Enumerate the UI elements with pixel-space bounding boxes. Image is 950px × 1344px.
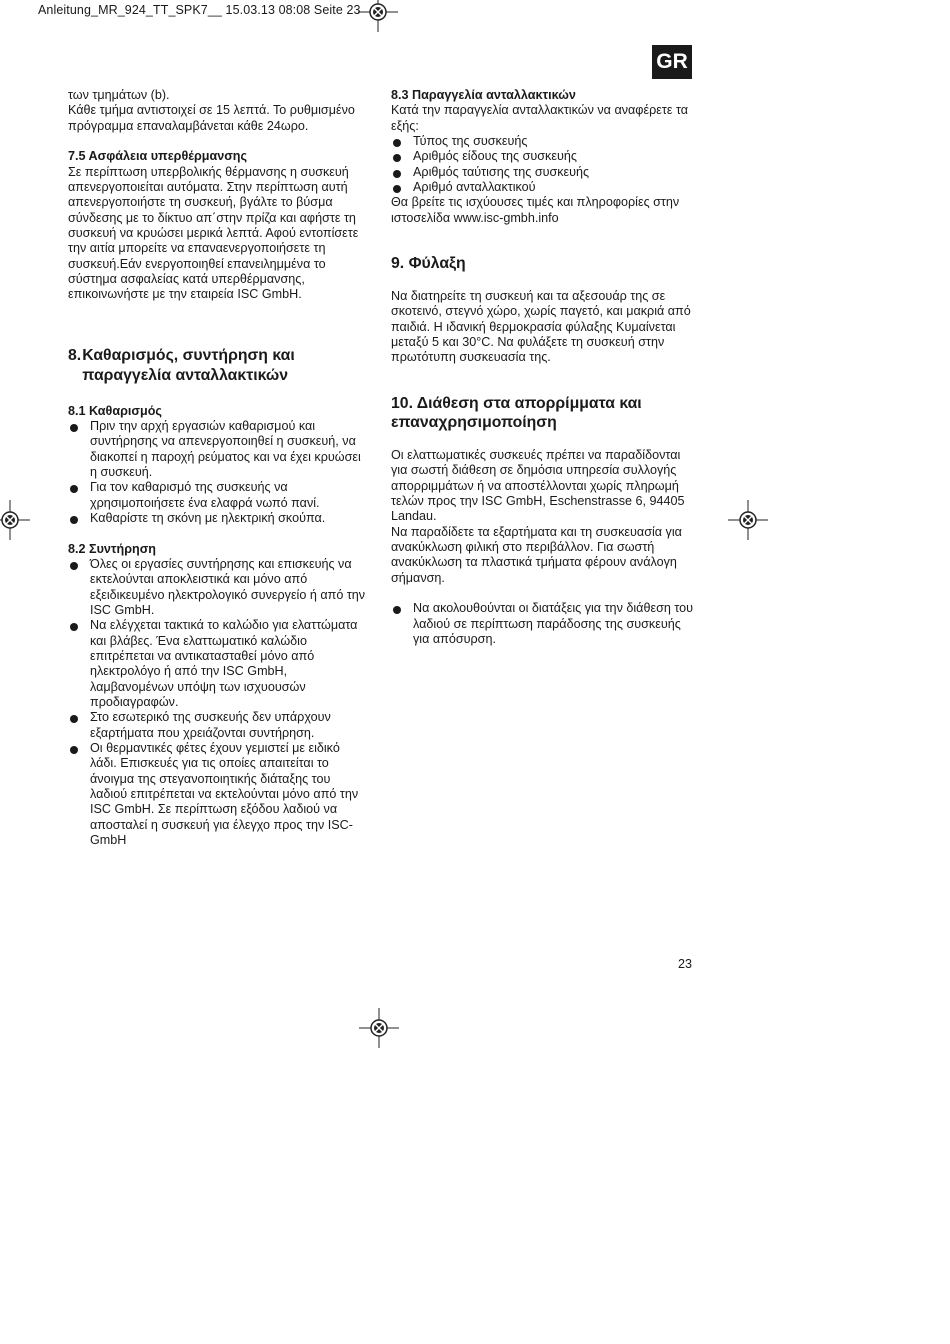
- cleaning-list: [68, 419, 370, 526]
- section-8-2-heading: 8.2 Συντήρηση: [68, 541, 157, 556]
- list-item: Στο εσωτερικό της συσκευής δεν υπάρχουν εξαρτήματα που χρειάζονται συντήρηση.: [68, 710, 370, 741]
- list-item: Να ελέγχεται τακτικά το καλώδιο για ελαττώματα και βλάβες. Ένα ελαττωματικό καλώδιο επιτρέπεται να αντικατασταθεί μόνο από ηλεκτρολόγο ή από την ISC GmbH, λαμβανομένων υπόψη των ισχυουσών προδιαγραφών.: [68, 618, 370, 710]
- list-item: Καθαρίστε τη σκόνη με ηλεκτρική σκούπα.: [68, 511, 370, 526]
- list-item: Πριν την αρχή εργασιών καθαρισμού και συντήρησης να απενεργοποιηθεί η συσκευή, να διακοπεί η παροχή ρεύματος και να έχει κρυώσει η συσκευή.: [68, 419, 370, 480]
- section-7-5-text: Σε περίπτωση υπερβολικής θέρμανσης η συσκευή απενεργοποιείται αυτόματα. Στην περίπτωση αυτή απενεργοποιήστε τη συσκευή, βγάλτε το βύσμα σύνδεσης με το δίκτυο απ΄στην πρίζα και αφήστε τη συσκευή να κρυώσει μερικά λεπτά. Αφού εντοπίσετε την αιτία μπορείτε να επαναενεργοποιήσετε τη συσκευή.Εάν ενεργοποιηθεί επανειλημμένα το σύστημα ασφαλείας κατά υπερθέρμανσης, επικοινωνήστε με την εταιρεία ISC GmbH.: [68, 164, 359, 302]
- intro-line-2: Κάθε τμήμα αντιστοιχεί σε 15 λεπτά. Το ρυθμισμένο πρόγραμμα επαναλαμβάνεται κάθε 24ωρο.: [68, 103, 355, 133]
- section-8-3-intro: Κατά την παραγγελία ανταλλακτικών να αναφέρετε τα εξής:: [391, 103, 689, 133]
- section-8-1-heading: 8.1 Καθαρισμός: [68, 403, 162, 418]
- page-number: 23: [678, 957, 693, 971]
- section-8-heading: [68, 346, 370, 385]
- list-item: Τύπος της συσκευής: [391, 134, 696, 149]
- list-item: Οι θερμαντικές φέτες έχουν γεμιστεί με ειδικό λάδι. Επισκευές για τις οποίες απαιτείται το άνοιγμα της στεγανοποιητικής διάταξης του λαδιού επιτρέπεται να εκτελούνται μόνο από την ISC GmbH. Σε περίπτωση εξόδου λαδιού να αποσταλεί η συσκευή για έλεγχο προς την ISC-GmbH: [68, 741, 370, 848]
- section-9-heading: 9. Φύλαξη: [391, 255, 466, 273]
- section-7-5-heading: 7.5 Ασφάλεια υπερθέρμανσης: [68, 149, 248, 164]
- registration-mark-bottom-icon: [359, 1008, 399, 1048]
- registration-mark-left-icon: [0, 500, 30, 540]
- registration-mark-top-icon: [358, 0, 398, 32]
- registration-mark-right-icon: [728, 500, 768, 540]
- spare-parts-list: [391, 134, 696, 195]
- maintenance-list: [68, 557, 370, 849]
- intro-line-1: των τμημάτων (b).: [68, 88, 170, 102]
- section-8-title: Καθαρισμός, συντήρηση και παραγγελία ανταλλακτικών: [82, 347, 295, 384]
- list-item: Αριθμό ανταλλακτικού: [391, 180, 696, 195]
- language-badge: GR: [652, 45, 692, 79]
- section-10-text-2: Να παραδίδετε τα εξαρτήματα και τη συσκευασία για ανακύκλωση φιλική στο περιβάλλον. Για σωστή ανακύκλωση τα πλαστικά τμήματα φέρουν ανάλογη σήμανση.: [391, 524, 682, 585]
- list-item: Αριθμός ταύτισης της συσκευής: [391, 165, 696, 180]
- disposal-list: [391, 601, 696, 647]
- section-10-heading: 10. Διάθεση στα απορρίμματα και επαναχρησιμοποίηση: [391, 394, 642, 432]
- section-10-text-1: Οι ελαττωματικές συσκευές πρέπει να παραδίδονται για σωστή διάθεση σε δημόσια υπηρεσία συλλογής απορριμμάτων ή να αποστέλλονται χωρίς πληρωμή τελών προς την ISC GmbH, Eschenstrasse 6, 94405 Landau.: [391, 448, 685, 524]
- list-item: Να ακολουθούνται οι διατάξεις για την διάθεση του λαδιού σε περίπτωση παράδοσης της συσκευής για απόσυρση.: [391, 601, 696, 647]
- list-item: Όλες οι εργασίες συντήρησης και επισκευής να εκτελούνται αποκλειστικά και μόνο από εξειδικευμένο ηλεκτρολογικό συνεργείο ή από την ISC GmbH.: [68, 557, 370, 618]
- left-column: [68, 88, 370, 848]
- right-column: [391, 88, 696, 647]
- section-8-3-outro: Θα βρείτε τις ισχύουσες τιμές και πληροφορίες στην ιστοσελίδα www.isc-gmbh.info: [391, 195, 680, 225]
- file-header: Anleitung_MR_924_TT_SPK7__ 15.03.13 08:08 Seite 23: [38, 3, 361, 17]
- section-8-3-heading: 8.3 Παραγγελία ανταλλακτικών: [391, 88, 576, 102]
- section-9-text: Να διατηρείτε τη συσκευή και τα αξεσουάρ της σε σκοτεινό, στεγνό χώρο, χωρίς παγετό, και μακριά από παιδιά. Η ιδανική θερμοκρασία φύλαξης Κυμαίνεται μεταξύ 5 και 30°C. Να φυλάξετε τη συσκευή στην πρωτότυπη συσκευασία της.: [391, 288, 691, 365]
- list-item: Για τον καθαρισμό της συσκευής να χρησιμοποιήσετε ένα ελαφρά νωπό πανί.: [68, 480, 370, 511]
- section-8-number: 8.: [68, 347, 82, 365]
- list-item: Αριθμός είδους της συσκευής: [391, 149, 696, 164]
